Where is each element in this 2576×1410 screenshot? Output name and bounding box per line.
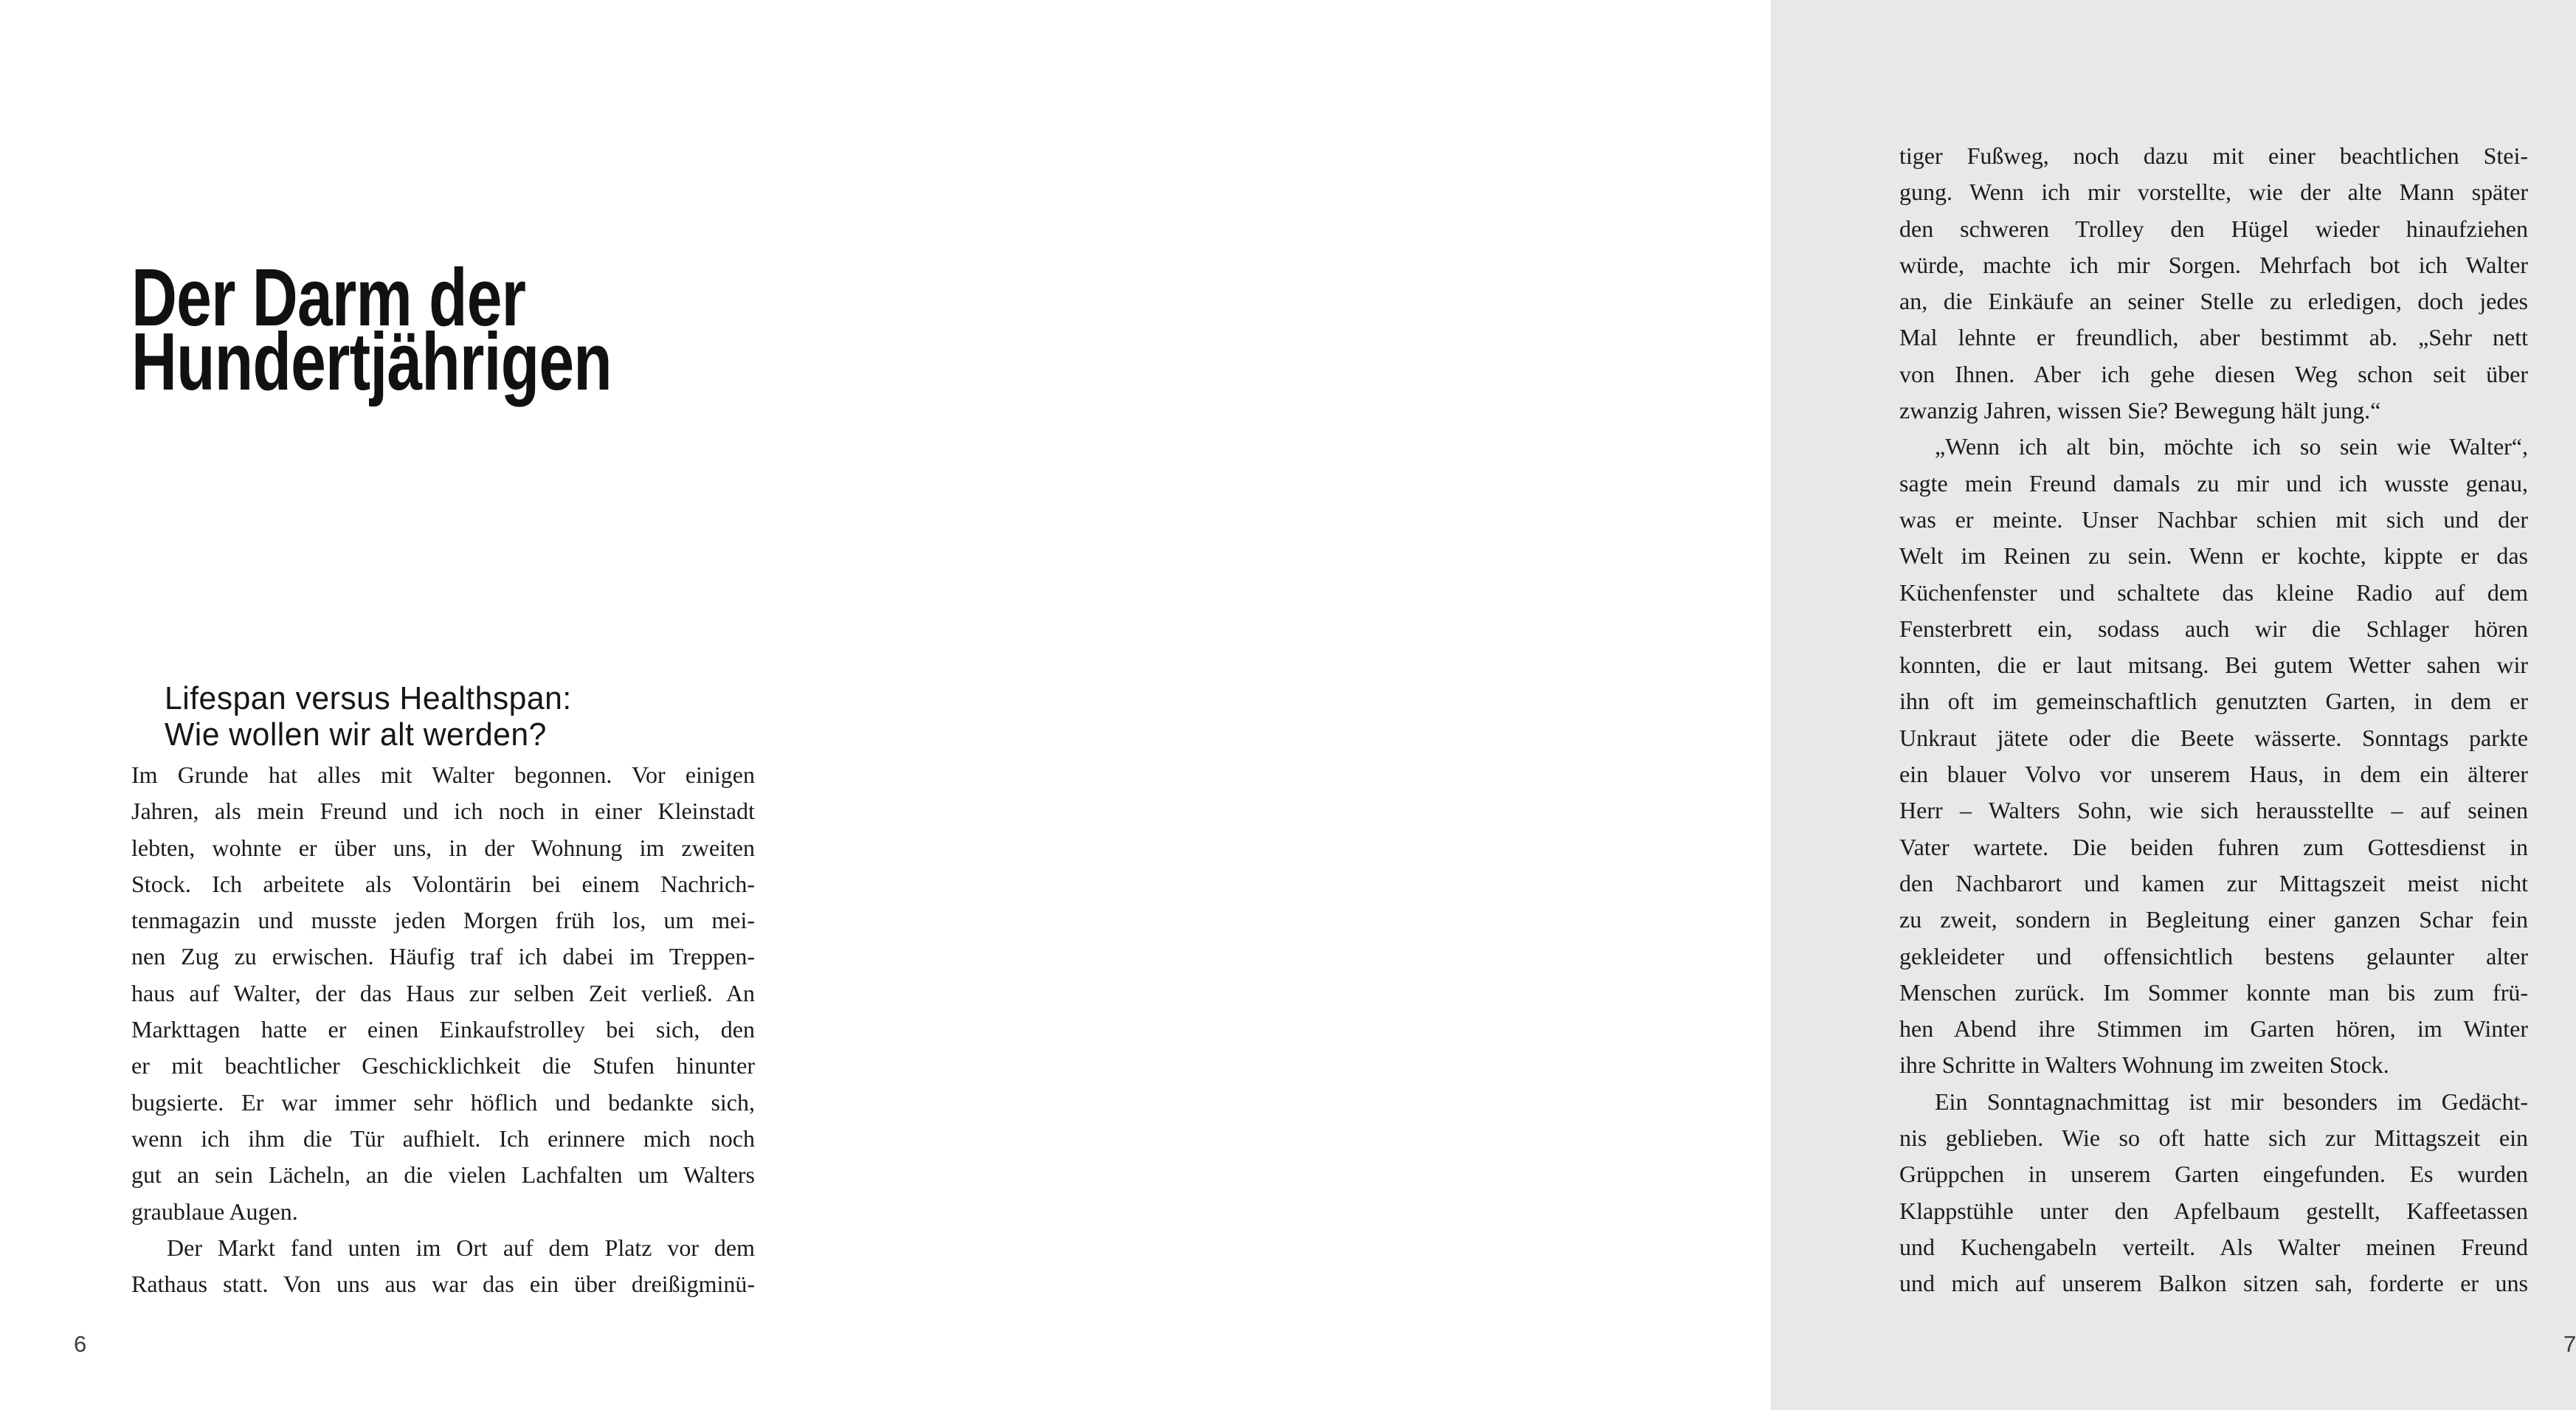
body-line: Herr – Walters Sohn, wie sich herausstellte – auf seinen xyxy=(1899,797,2528,824)
body-line: gung. Wenn ich mir vorstellte, wie der alte Mann später xyxy=(1899,179,2528,206)
body-line: Vater wartete. Die beiden fuhren zum Gottesdienst in xyxy=(1899,833,2528,860)
body-line: nen Zug zu erwischen. Häufig traf ich dabei im Treppen- xyxy=(131,943,755,970)
chapter-title xyxy=(131,252,612,407)
chapter-title-line: Hundertjährigen xyxy=(131,317,612,407)
body-line: Rathaus statt. Von uns aus war das ein über dreißigminü- xyxy=(131,1271,755,1298)
body-line: Welt im Reinen zu sein. Wenn er kochte, kippte er das xyxy=(1899,542,2528,570)
body-line: Im Grunde hat alles mit Walter begonnen. Vor einigen xyxy=(131,761,755,788)
body-line: würde, machte ich mir Sorgen. Mehrfach bot ich Walter xyxy=(1899,251,2528,278)
body-line: was er meinte. Unser Nachbar schien mit sich und der xyxy=(1899,505,2528,533)
body-line: von Ihnen. Aber ich gehe diesen Weg schon seit über xyxy=(1899,360,2528,387)
body-line: „Wenn ich alt bin, möchte ich so sein wie Walter“, xyxy=(1935,433,2528,460)
body-line: den Nachbarort und kamen zur Mittagszeit meist nicht xyxy=(1899,869,2528,896)
body-line: tenmagazin und musste jeden Morgen früh los, um mei- xyxy=(131,907,755,934)
body-line: Markttagen hatte er einen Einkaufstrolley bei sich, den xyxy=(131,1016,755,1043)
body-line: gekleideter und offensichtlich bestens gelaunter alter xyxy=(1899,942,2528,970)
body-text-left xyxy=(131,757,755,1302)
chapter-title-line: Der Darm der xyxy=(131,252,526,343)
body-line: wenn ich ihm die Tür aufhielt. Ich erinnere mich noch xyxy=(131,1124,755,1152)
section-heading-line: Wie wollen wir alt werden? xyxy=(165,716,547,753)
body-text-right xyxy=(1899,138,2528,1302)
page-right xyxy=(885,0,2576,1410)
body-line: tiger Fußweg, noch dazu mit einer beachtlichen Stei- xyxy=(1899,142,2528,169)
body-line: hen Abend ihre Stimmen im Garten hören, im Winter xyxy=(1899,1015,2528,1043)
body-line: er mit beachtlicher Geschicklichkeit die Stufen hinunter xyxy=(131,1052,755,1079)
body-line: Unkraut jätete oder die Beete wässerte. Sonntags parkte xyxy=(1899,724,2528,751)
body-line: konnten, die er laut mitsang. Bei gutem Wetter sahen wir xyxy=(1899,652,2528,679)
section-heading xyxy=(165,680,572,753)
body-line: Klappstühle unter den Apfelbaum gestellt, Kaffeetassen xyxy=(1899,1197,2528,1224)
body-line: Fensterbrett ein, sodass auch wir die Schlager hören xyxy=(1899,615,2528,642)
page-number-right: 7 xyxy=(2563,1331,2576,1357)
body-line: und mich auf unserem Balkon sitzen sah, forderte er uns xyxy=(1899,1270,2528,1297)
body-line: Ein Sonntagnachmittag ist mir besonders im Gedächt- xyxy=(1935,1088,2528,1115)
body-line: und Kuchengabeln verteilt. Als Walter meinen Freund xyxy=(1899,1233,2528,1260)
body-line: den schweren Trolley den Hügel wieder hinaufziehen xyxy=(1899,215,2528,242)
body-line: Mal lehnte er freundlich, aber bestimmt ab. „Sehr nett xyxy=(1899,324,2528,351)
body-line: ein blauer Volvo vor unserem Haus, in dem ein älterer xyxy=(1899,761,2528,788)
body-line: haus auf Walter, der das Haus zur selben Zeit verließ. An xyxy=(131,979,755,1006)
body-line: lebten, wohnte er über uns, in der Wohnung im zweiten xyxy=(131,834,755,861)
body-line: nis geblieben. Wie so oft hatte sich zur Mittagszeit ein xyxy=(1899,1124,2528,1152)
body-line: zwanzig Jahren, wissen Sie? Bewegung hält jung.“ xyxy=(1899,397,2381,424)
section-heading-line: Lifespan versus Healthspan: xyxy=(165,680,572,716)
body-line: zu zweit, sondern in Begleitung einer ganzen Schar fein xyxy=(1899,906,2528,933)
body-line: sagte mein Freund damals zu mir und ich wusste genau, xyxy=(1899,469,2528,497)
body-line: ihre Schritte in Walters Wohnung im zweiten Stock. xyxy=(1899,1051,2389,1079)
page-number-left: 6 xyxy=(74,1331,87,1357)
body-line: graublaue Augen. xyxy=(131,1198,298,1225)
body-line: Menschen zurück. Im Sommer konnte man bis zum frü- xyxy=(1899,978,2528,1006)
page-left xyxy=(0,0,885,1410)
body-line: ihn oft im gemeinschaftlich genutzten Garten, in dem er xyxy=(1899,688,2528,715)
body-line: Küchenfenster und schaltete das kleine Radio auf dem xyxy=(1899,578,2528,606)
body-line: Jahren, als mein Freund und ich noch in einer Kleinstadt xyxy=(131,798,755,825)
body-line: Stock. Ich arbeitete als Volontärin bei einem Nachrich- xyxy=(131,870,755,897)
body-line: an, die Einkäufe an seiner Stelle zu erledigen, doch jedes xyxy=(1899,288,2528,315)
body-line: bugsierte. Er war immer sehr höflich und bedankte sich, xyxy=(131,1088,755,1116)
body-line: Der Markt fand unten im Ort auf dem Platz vor dem xyxy=(167,1234,755,1261)
body-line: Grüppchen in unserem Garten eingefunden. Es wurden xyxy=(1899,1161,2528,1188)
body-line: gut an sein Lächeln, an die vielen Lachfalten um Walters xyxy=(131,1161,755,1189)
